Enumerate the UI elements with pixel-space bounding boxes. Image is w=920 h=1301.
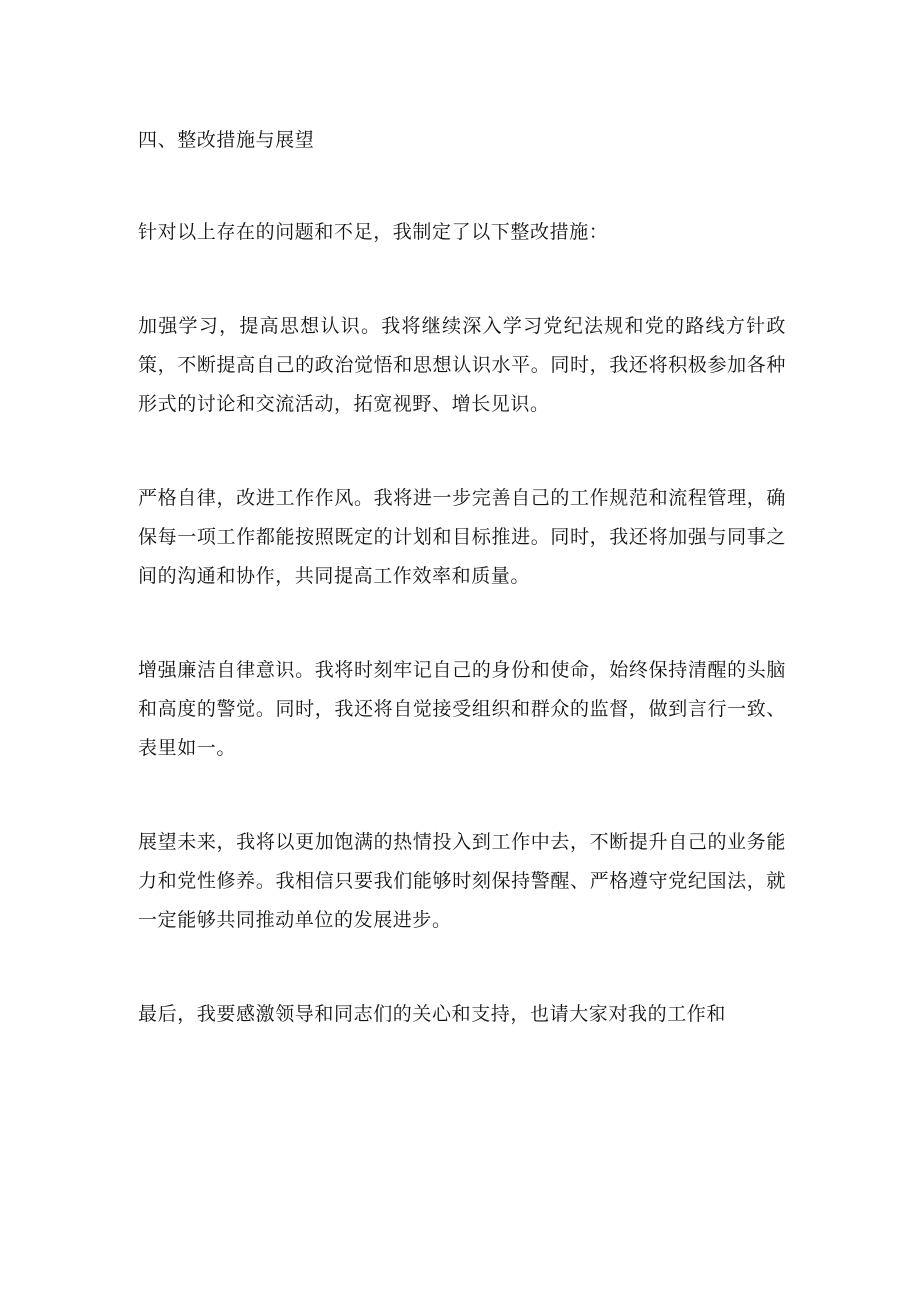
paragraph-outlook: 展望未来，我将以更加饱满的热情投入到工作中去，不断提升自己的业务能力和党性修养。我相信只要我们能够时刻保持警醒、严格遵守党纪国法，就一定能够共同推动单位的发展进步。: [138, 831, 786, 931]
paragraph-intro: 针对以上存在的问题和不足，我制定了以下整改措施：: [138, 221, 609, 243]
paragraph-integrity: 增强廉洁自律意识。我将时刻牢记自己的身份和使命，始终保持清醒的头脑和高度的警觉。同时，我还将自觉接受组织和群众的监督，做到言行一致、表里如一。: [138, 659, 786, 759]
paragraph-self-discipline: 严格自律，改进工作作风。我将进一步完善自己的工作规范和流程管理，确保每一项工作都能按照既定的计划和目标推进。同时，我还将加强与同事之间的沟通和协作，共同提高工作效率和质量。: [138, 487, 786, 587]
paragraph-study: 加强学习，提高思想认识。我将继续深入学习党纪法规和党的路线方针政策，不断提高自己的政治觉悟和思想认识水平。同时，我还将积极参加各种形式的讨论和交流活动，拓宽视野、增长见识。: [138, 315, 786, 415]
document-body: [138, 121, 786, 1034]
paragraph-closing: 最后，我要感激领导和同志们的关心和支持，也请大家对我的工作和: [138, 1003, 727, 1025]
section-heading: 四、整改措施与展望: [138, 129, 315, 151]
